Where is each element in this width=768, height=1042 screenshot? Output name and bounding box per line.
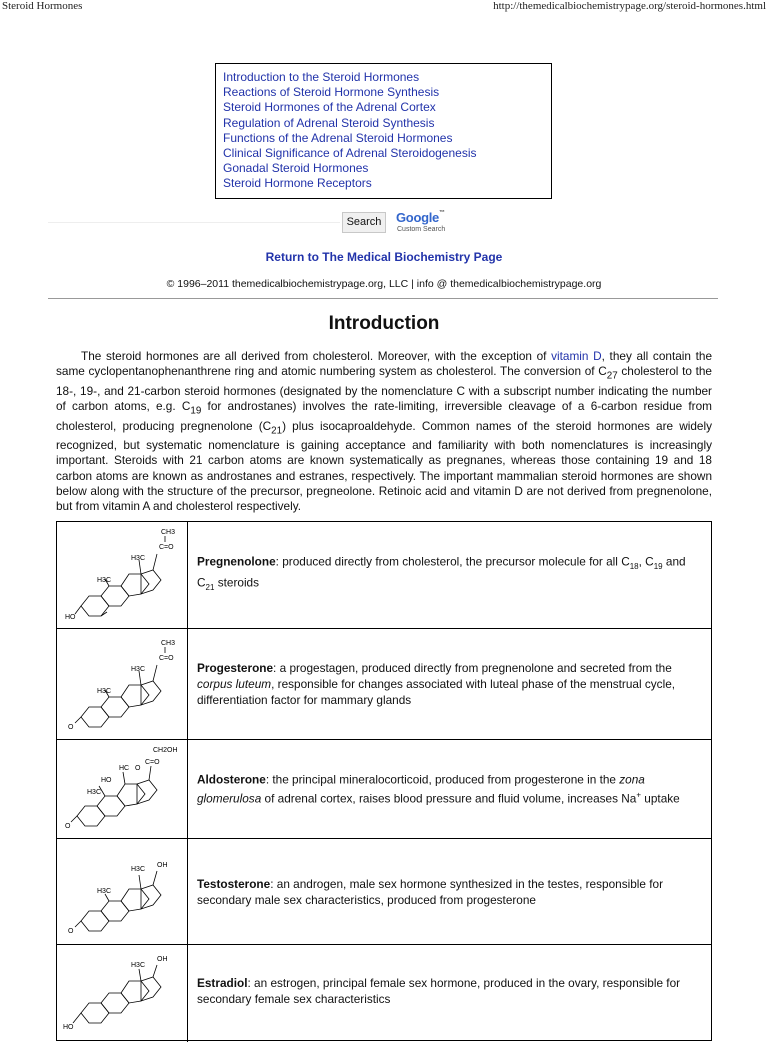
- testosterone-structure: [57, 839, 188, 944]
- intro-sub-2: 19: [190, 405, 202, 417]
- pregnenolone-structure-svg: [59, 524, 185, 626]
- pregnenolone-sub-2: 19: [653, 562, 663, 571]
- hormone-row-testosterone: [57, 839, 711, 945]
- pregnenolone-ch3-label: CH3: [161, 529, 176, 536]
- aldosterone-desc-1: : the principal mineralocorticoid, produced from progesterone in the: [265, 772, 620, 787]
- intro-paragraph: [56, 349, 712, 514]
- hormone-row-aldosterone: [57, 740, 711, 839]
- toc-link-functions[interactable]: Functions of the Adrenal Steroid Hormones: [223, 130, 453, 145]
- testosterone-desc-1: : an androgen, male sex hormone synthesized in the testes, responsible for secondary male sex characteristics, produced from progesterone: [197, 876, 664, 907]
- section-title: Introduction: [328, 313, 440, 334]
- aldosterone-name: Aldosterone: [197, 772, 266, 787]
- estradiol-description: [197, 975, 699, 1007]
- estradiol-name: Estradiol: [197, 976, 248, 990]
- pregnenolone-desc-2: , C: [638, 554, 654, 569]
- intro-text-1: The steroid hormones are all derived from cholesterol. Moreover, with the exception of: [81, 349, 552, 363]
- intro-text-5: ) plus isocaproaldehyde. Common names of the steroid hormones are widely recognized, but systematic nomenclature is gaining acceptance and familiarity with both nomenclatures is increasingly important. Steroids with 21 carbon atoms are known systematically as pregnanes, whereas those containing 19 and 18 carbon atoms are known as androstanes and estranes, respectively. The important mammalian steroid hormones are shown below along with the structure of the precursor, pregneolone. Retinoic acid and vitamin D are not derived from pregnenolone, but from vitamin A and cholesterol respectively.: [56, 418, 713, 513]
- pregnenolone-description: [197, 554, 699, 597]
- testosterone-oh-label: OH: [157, 862, 168, 869]
- hormone-table: [56, 521, 712, 1041]
- progesterone-co-label: C=O: [159, 655, 174, 662]
- pregnenolone-sub-3: 21: [205, 583, 215, 593]
- progesterone-oxo-label: O: [68, 724, 74, 731]
- progesterone-ch3-label: CH3: [161, 640, 176, 647]
- estradiol-h3c-label: H3C: [131, 962, 146, 969]
- intro-text-4: for androstanes) involves the rate-limiting, irreversible cleavage of a 6-carbon residue from cholesterol, producing pregnenolone (C: [56, 398, 712, 433]
- aldosterone-desc-2: of adrenal cortex, raises blood pressure and fluid volume, increases Na: [261, 791, 637, 806]
- pregnenolone-desc-1: : produced directly from cholesterol, the precursor molecule for all C: [275, 554, 630, 569]
- aldosterone-structure-svg: [59, 742, 185, 836]
- return-link[interactable]: Return to The Medical Biochemistry Page: [265, 250, 503, 264]
- progesterone-emphasis: corpus luteum: [197, 677, 272, 691]
- intro-sub-1: 27: [606, 370, 618, 382]
- custom-search-label: Custom Search: [397, 226, 446, 233]
- testosterone-description: [197, 876, 699, 908]
- aldosterone-desc-3: uptake: [641, 791, 680, 806]
- toc-link-clinical-significance[interactable]: Clinical Significance of Adrenal Steroidogenesis: [223, 146, 477, 161]
- aldosterone-o-label: O: [135, 765, 141, 772]
- pregnenolone-co-label: C=O: [159, 544, 174, 551]
- pregnenolone-desc-4: steroids: [214, 576, 260, 590]
- testosterone-structure-svg: [59, 841, 185, 941]
- progesterone-desc-2: , responsible for changes associated with luteal phase of the menstrual cycle, differentiation factor for mammary glands: [197, 677, 676, 707]
- aldosterone-ho-label: HO: [101, 777, 112, 784]
- estradiol-structure-svg: [59, 947, 185, 1042]
- google-logo-tm: ™: [438, 210, 445, 216]
- page-url: http://themedicalbiochemistrypage.org/steroid-hormones.html: [493, 0, 766, 12]
- progesterone-structure-svg: [59, 631, 185, 737]
- toc-link-reactions[interactable]: Reactions of Steroid Hormone Synthesis: [223, 85, 440, 100]
- pregnenolone-name: Pregnenolone: [197, 554, 276, 569]
- estradiol-structure: [57, 945, 188, 1042]
- pregnenolone-structure: [57, 522, 188, 628]
- pregnenolone-sub-1: 18: [629, 562, 639, 571]
- copyright-notice: © 1996–2011 themedicalbiochemistrypage.org, LLC | info @ themedicalbiochemistrypage.org: [166, 278, 602, 290]
- progesterone-name: Progesterone: [197, 661, 274, 675]
- hormone-row-pregnenolone: [57, 522, 711, 629]
- aldosterone-hc-label: HC: [119, 765, 130, 772]
- aldosterone-co-label: C=O: [145, 759, 160, 766]
- intro-text-2: , they all contain the same cyclopentanophenanthrene ring and atomic numbering system as cholesterol. The conversion of C: [56, 349, 713, 379]
- toc-link-adrenal-cortex[interactable]: Steroid Hormones of the Adrenal Cortex: [223, 100, 436, 115]
- testosterone-name: Testosterone: [197, 876, 271, 891]
- aldosterone-ch2oh-label: CH2OH: [153, 747, 178, 754]
- google-logo-text: Google: [396, 210, 439, 225]
- search-bar: [48, 212, 508, 234]
- toc-link-introduction[interactable]: Introduction to the Steroid Hormones: [223, 70, 420, 84]
- page-header: [0, 0, 768, 14]
- pregnenolone-desc-3: and C: [197, 554, 686, 590]
- progesterone-description: [197, 660, 699, 708]
- pregnenolone-ho-label: HO: [65, 614, 76, 621]
- aldosterone-h3c-label: H3C: [87, 789, 102, 796]
- toc-link-receptors[interactable]: Steroid Hormone Receptors: [223, 176, 372, 191]
- intro-sub-3: 21: [271, 424, 283, 436]
- pregnenolone-h3c-label-a: H3C: [131, 555, 146, 562]
- hormone-row-estradiol: [57, 945, 711, 1042]
- estradiol-oh-label: OH: [157, 956, 168, 963]
- divider: [48, 298, 718, 299]
- pregnenolone-h3c-label-b: H3C: [97, 577, 112, 584]
- testosterone-h3c-label-b: H3C: [97, 888, 112, 895]
- aldosterone-sup: +: [636, 790, 642, 800]
- vitamin-d-link[interactable]: vitamin D: [551, 349, 602, 363]
- table-of-contents: [215, 63, 552, 199]
- progesterone-structure: [57, 629, 188, 739]
- toc-link-gonadal[interactable]: Gonadal Steroid Hormones: [223, 161, 369, 176]
- toc-link-regulation[interactable]: Regulation of Adrenal Steroid Synthesis: [223, 115, 435, 130]
- testosterone-oxo-label: O: [68, 928, 74, 935]
- progesterone-h3c-label-a: H3C: [131, 666, 146, 673]
- estradiol-ho-label: HO: [63, 1024, 74, 1031]
- aldosterone-structure: [57, 740, 188, 838]
- aldosterone-description: [197, 772, 699, 807]
- progesterone-desc-1: : a progestagen, produced directly from pregnenolone and secreted from the: [273, 661, 672, 675]
- progesterone-h3c-label-b: H3C: [97, 688, 112, 695]
- testosterone-h3c-label-a: H3C: [131, 866, 146, 873]
- aldosterone-oxo-label: O: [65, 823, 71, 830]
- aldosterone-emphasis: zona glomerulosa: [197, 772, 645, 806]
- hormone-row-progesterone: [57, 629, 711, 740]
- page-title-header: Steroid Hormones: [2, 0, 83, 12]
- search-input[interactable]: [48, 222, 340, 223]
- intro-text-3: cholesterol to the 18-, 19-, and 21-carbon steroid hormones (designated by the nomenclature C with a subscript number indicating the number of carbon atoms, e.g. C: [56, 364, 712, 413]
- estradiol-desc-1: : an estrogen, principal female sex hormone, produced in the ovary, responsible for secondary female sex characteristics: [197, 976, 681, 1006]
- google-logo: [396, 210, 445, 225]
- search-button[interactable]: Search: [342, 212, 386, 233]
